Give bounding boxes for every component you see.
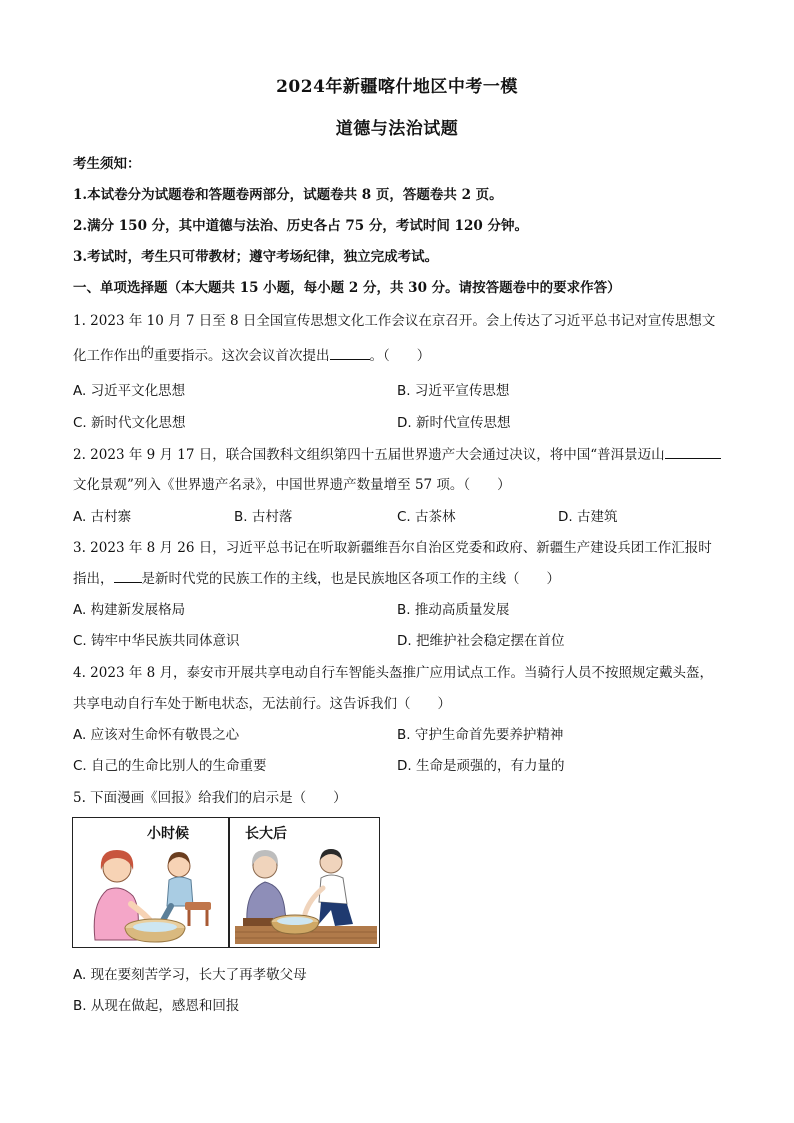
- question-4-option-c: C. 自己的生命比别人的生命重要: [73, 758, 267, 774]
- notice-item-2: 2.满分 150 分，其中道德与法治、历史各占 75 分，考试时间 120 分钟。: [73, 218, 528, 234]
- question-1-option-d: D. 新时代宣传思想: [397, 415, 511, 431]
- question-4-option-d: D. 生命是顽强的，有力量的: [397, 758, 565, 774]
- question-2-stem-line2: 文化景观”列入《世界遗产名录》，中国世界遗产数量增至 57 项。（ ）: [73, 477, 511, 493]
- answer-blank: [114, 570, 142, 583]
- question-4-stem-line2: 共享电动自行车处于断电状态，无法前行。这告诉我们（ ）: [73, 696, 451, 712]
- question-3-stem-line2: 指出， 是新时代党的民族工作的主线，也是民族地区各项工作的主线（ ）: [73, 571, 560, 587]
- question-4-stem-line1: 4. 2023 年 8 月，泰安市开展共享电动自行车智能头盔推广应用试点工作。当骑行人员不按照规定戴头盔，: [73, 665, 713, 681]
- question-5-stem: 5. 下面漫画《回报》给我们的启示是（ ）: [73, 790, 347, 806]
- answer-blank: [665, 446, 721, 459]
- notice-item-1: 1.本试卷分为试题卷和答题卷两部分，试题卷共 8 页，答题卷共 2 页。: [73, 187, 503, 203]
- question-4-option-a: A. 应该对生命怀有敬畏之心: [73, 727, 240, 743]
- question-1-stem-line1: 1. 2023 年 10 月 7 日至 8 日全国宣传思想文化工作会议在京召开。会上传达了习近平总书记对宣传思想文: [73, 313, 716, 329]
- comic-left-label: 小时候: [147, 826, 189, 842]
- comic-divider: [228, 818, 230, 947]
- question-3-option-b: B. 推动高质量发展: [397, 602, 510, 618]
- question-5-option-a: A. 现在要刻苦学习，长大了再孝敬父母: [73, 967, 307, 983]
- question-3-stem-line1: 3. 2023 年 8 月 26 日，习近平总书记在听取新疆维吾尔自治区党委和政府、新疆生产建设兵团工作汇报时: [73, 540, 712, 556]
- adulthood-illustration: [235, 844, 377, 944]
- question-2-option-d: D. 古建筑: [558, 509, 618, 525]
- notice-item-3: 3.考试时，考生只可带教材；遵守考场纪律，独立完成考试。: [73, 249, 439, 265]
- section-heading: 一、单项选择题（本大题共 15 小题，每小题 2 分，共 30 分。请按答题卷中的要求作答）: [73, 280, 621, 296]
- question-1-option-c: C. 新时代文化思想: [73, 415, 186, 431]
- question-1-stem-line2: 化工作作出的重要指示。这次会议首次提出 。（ ）: [73, 345, 431, 364]
- comic-figure: [72, 817, 380, 948]
- question-1-option-a: A. 习近平文化思想: [73, 383, 186, 399]
- question-2-option-c: C. 古茶林: [397, 509, 456, 525]
- question-2-stem-line1: 2. 2023 年 9 月 17 日，联合国教科文组织第四十五届世界遗产大会通过决议，将中国“普洱景迈山: [73, 443, 721, 463]
- exam-title: 2024年新疆喀什地区中考一模: [276, 77, 518, 97]
- question-3-option-a: A. 构建新发展格局: [73, 602, 186, 618]
- comic-right-label: 长大后: [245, 826, 287, 842]
- childhood-illustration: [81, 844, 223, 944]
- question-3-option-d: D. 把维护社会稳定摆在首位: [397, 633, 565, 649]
- notice-heading: 考生须知：: [73, 156, 141, 172]
- question-3-option-c: C. 铸牢中华民族共同体意识: [73, 633, 240, 649]
- question-5-option-b: B. 从现在做起，感恩和回报: [73, 998, 240, 1014]
- question-4-option-b: B. 守护生命首先要养护精神: [397, 727, 564, 743]
- answer-blank: [330, 347, 370, 360]
- exam-subtitle: 道德与法治试题: [335, 119, 459, 139]
- question-2-option-b: B. 古村落: [234, 509, 293, 525]
- question-2-option-a: A. 古村寨: [73, 509, 132, 525]
- question-1-option-b: B. 习近平宣传思想: [397, 383, 510, 399]
